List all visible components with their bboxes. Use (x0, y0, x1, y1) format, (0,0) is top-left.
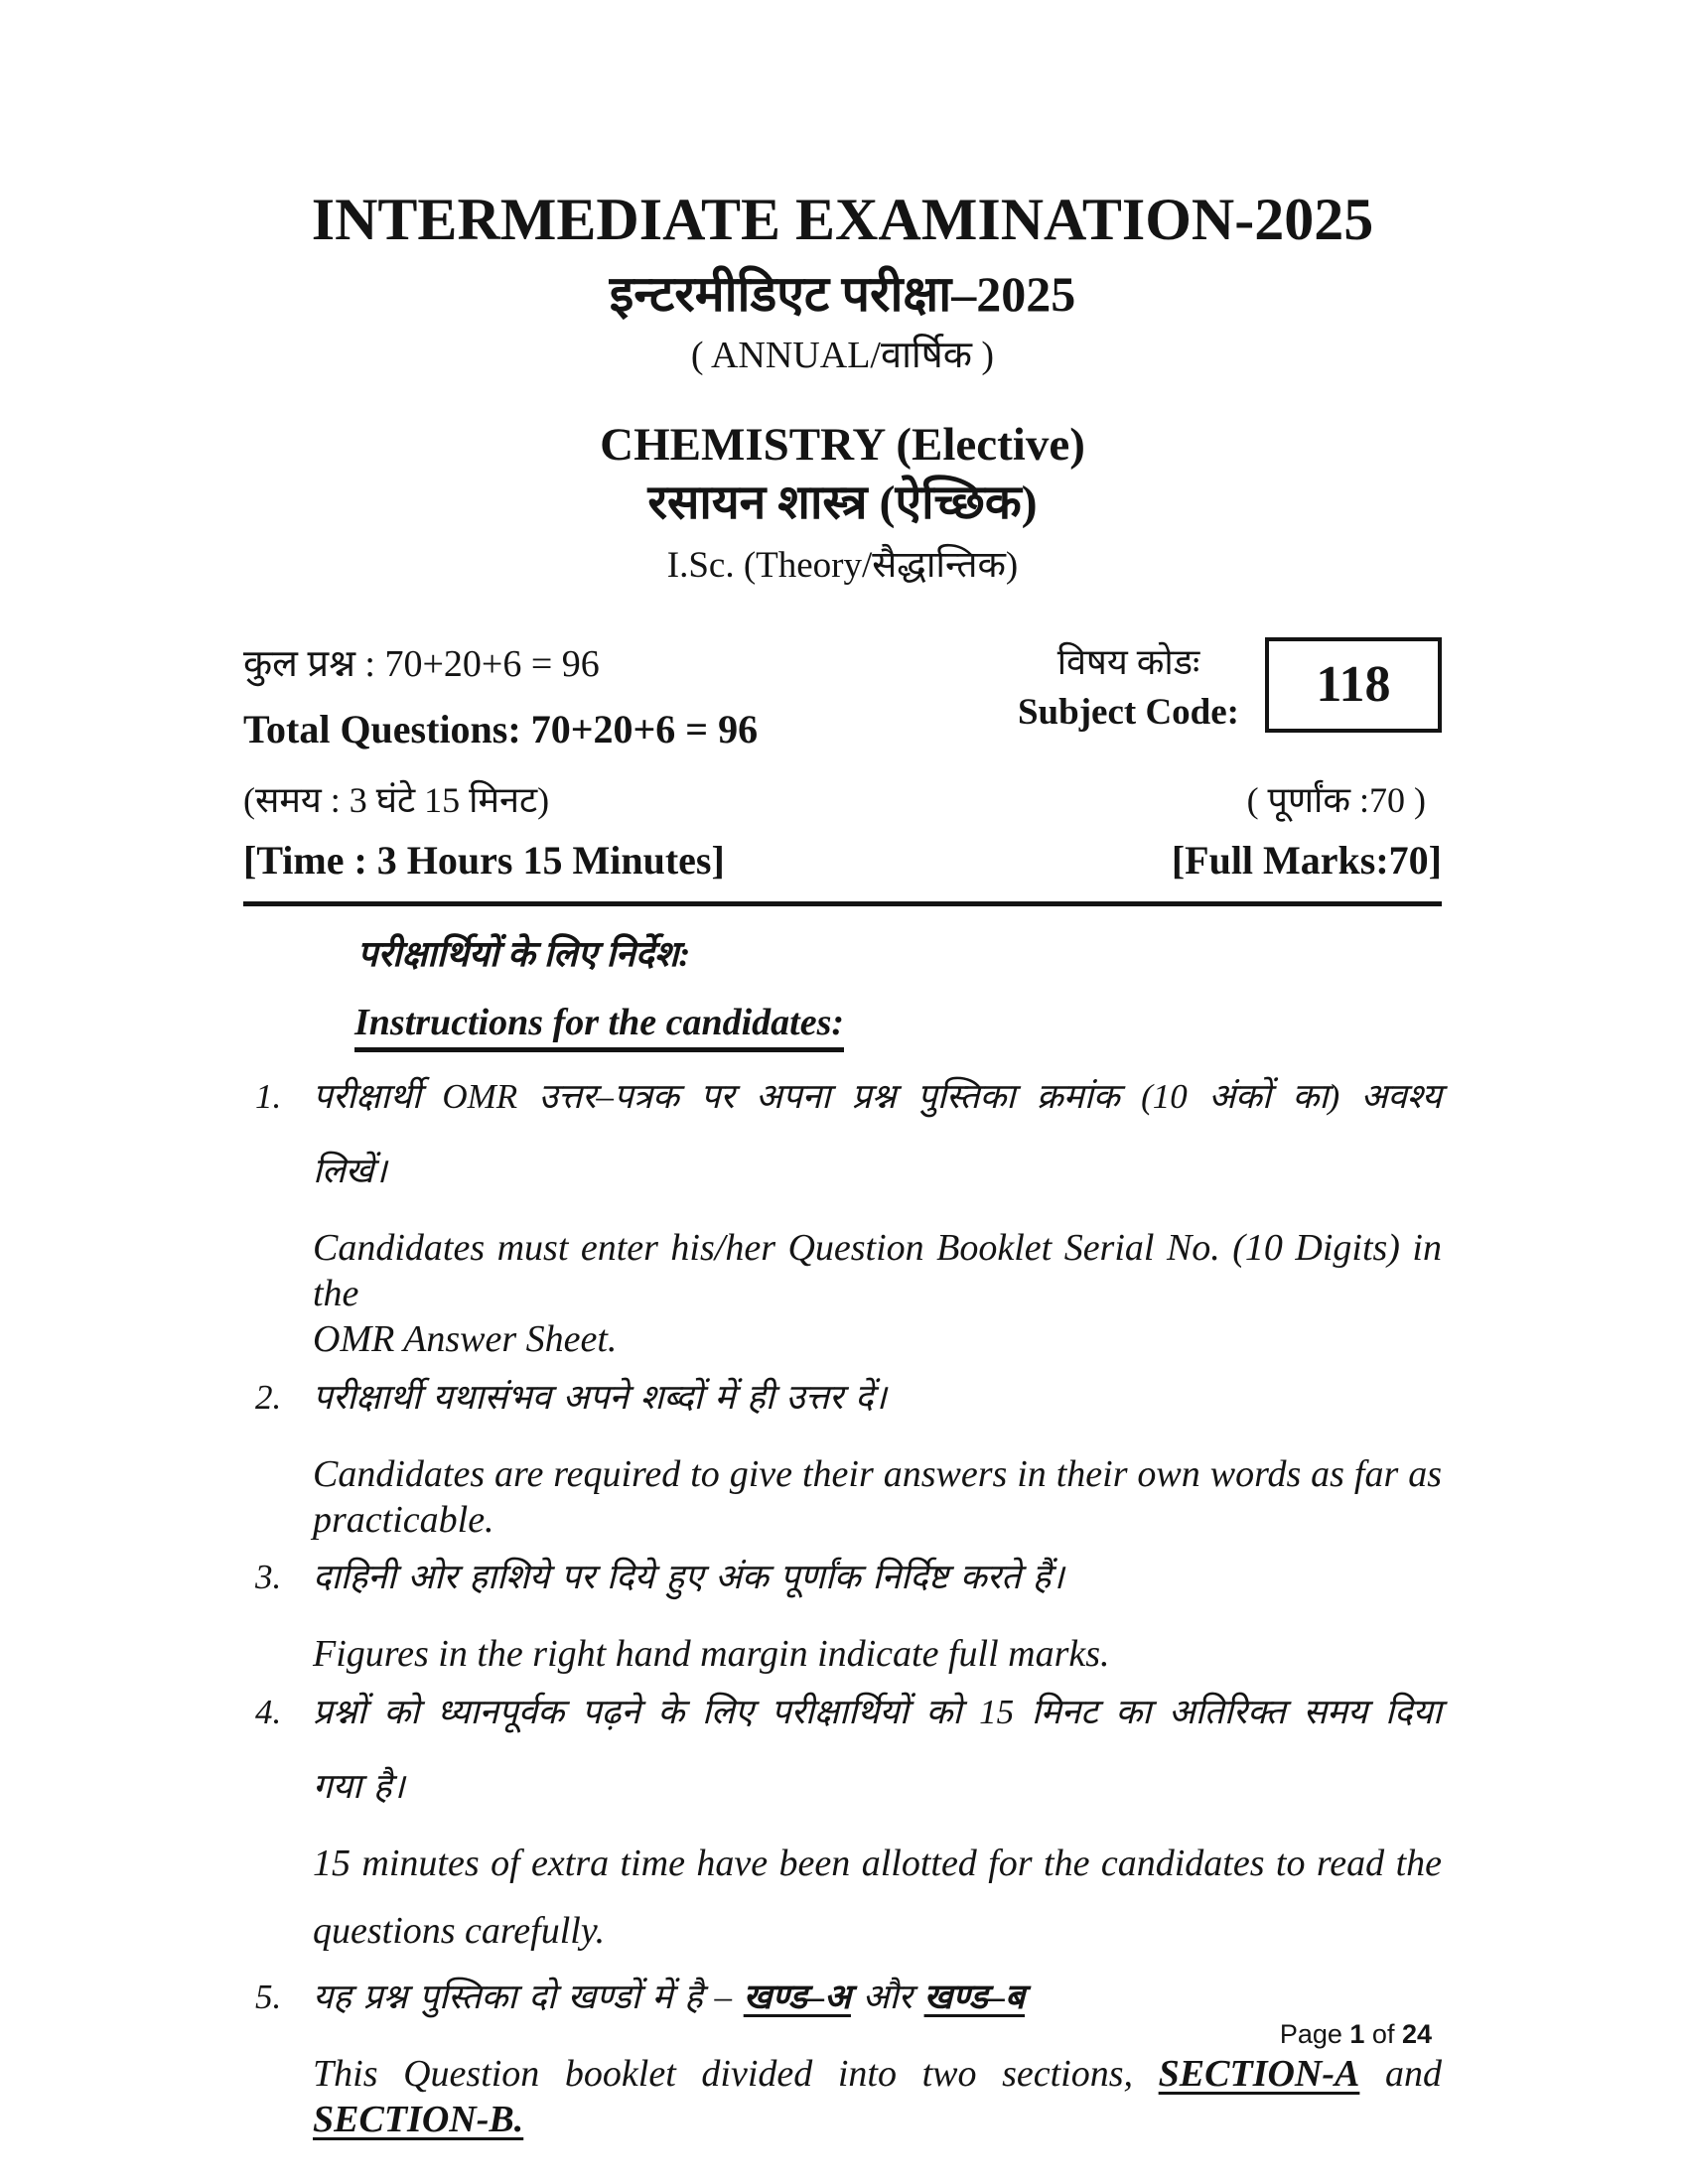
item-text-hindi (313, 1973, 1442, 2021)
instructions-list (243, 1072, 1442, 2143)
item-text-hindi: प्रश्नों को ध्यानपूर्वक पढ़ने के लिए परीक्षार्थियों को 15 मिनट का अतिरिक्त समय दिया (313, 1692, 1442, 1731)
subject-code-value-box: 118 (1265, 637, 1442, 733)
stream-line: I.Sc. (Theory/सैद्धान्तिक) (666, 544, 1019, 586)
instructions-heading-english-wrap (243, 1001, 1442, 1052)
of-word: of (1364, 2019, 1402, 2049)
item-text-english-cont: practicable. (313, 1499, 494, 1542)
meta-info (243, 636, 1442, 884)
hindi-prefix: यह प्रश्न पुस्तिका दो खण्डों में है – (313, 1977, 744, 2016)
item-text-hindi: दाहिनी ओर हाशिये पर दिये हुए अंक पूर्णांक निर्दिष्ट करते हैं। (313, 1558, 1064, 1597)
divider-rule (243, 901, 1442, 906)
item-number: 5. (255, 1977, 282, 2016)
list-item (243, 1688, 1442, 1955)
list-item (243, 1072, 1442, 1363)
hindi-conjunction: और (850, 1977, 924, 2016)
list-item (243, 1553, 1442, 1677)
subject-code-block (1018, 636, 1442, 734)
exam-title-hindi: इन्टरमीडिएट परीक्षा–2025 (609, 266, 1076, 322)
time-english: [Time : 3 Hours 15 Minutes] (243, 837, 725, 883)
page-content (243, 189, 1442, 2142)
list-item (243, 1373, 1442, 1544)
page-word: Page (1279, 2019, 1350, 2049)
item-text-english: 15 minutes of extra time have been allotted for the candidates to read the (313, 1842, 1442, 1884)
item-text-hindi: परीक्षार्थी यथासंभव अपने शब्दों में ही उत्तर दें। (313, 1377, 887, 1417)
english-prefix: This Question booklet divided into two sections, (313, 2052, 1159, 2095)
item-text-english-cont: OMR Answer Sheet. (313, 1318, 618, 1361)
item-number: 3. (255, 1558, 282, 1597)
section-a-english: SECTION-A (1158, 2052, 1360, 2095)
subject-title-hindi: रसायन शास्त्र (ऐच्छिक) (647, 477, 1038, 530)
page-footer (1280, 2019, 1432, 2050)
item-text-hindi-cont: गया है। (313, 1766, 405, 1806)
item-body (313, 1553, 1442, 1677)
english-conjunction: and (1359, 2052, 1442, 2095)
item-text-english (313, 2051, 1442, 2143)
subject-title-english: CHEMISTRY (Elective) (600, 418, 1085, 471)
item-number: 1. (255, 1076, 282, 1116)
full-marks-english: [Full Marks:70] (1171, 837, 1442, 883)
item-text-english: Figures in the right hand margin indicate full marks. (313, 1633, 1110, 1676)
total-questions-hindi: कुल प्रश्न : 70+20+6 = 96 (243, 642, 600, 685)
exam-title-english: INTERMEDIATE EXAMINATION-2025 (311, 187, 1374, 252)
item-number: 4. (255, 1692, 282, 1731)
subject-code-label-english: Subject Code: (1017, 691, 1239, 733)
total-pages: 24 (1401, 2019, 1432, 2049)
item-text-english-cont: questions carefully. (313, 1910, 606, 1953)
item-body (313, 1973, 1442, 2143)
full-marks-hindi: ( पूर्णांक :70 ) (1246, 779, 1426, 820)
section-b-hindi: खण्ड–ब (923, 1977, 1026, 2016)
item-text-hindi-cont: लिखें। (313, 1151, 387, 1190)
instructions-heading-english: Instructions for the candidates: (354, 1001, 844, 1052)
list-item (243, 1973, 1442, 2143)
page-number: 1 (1349, 2019, 1365, 2049)
subject-code-labels (1018, 636, 1239, 734)
item-body (313, 1688, 1442, 1955)
time-hindi: (समय : 3 घंटे 15 मिनट) (243, 779, 550, 820)
item-body (313, 1072, 1442, 1363)
item-text-english: Candidates are required to give their answers in their own words as far as (313, 1452, 1442, 1495)
item-text-english: Candidates must enter his/her Question Booklet Serial No. (10 Digits) in the (313, 1226, 1442, 1314)
item-body (313, 1373, 1442, 1544)
subject-code-label-hindi: विषय कोडः (1056, 641, 1200, 682)
instructions-heading-hindi: परीक्षार्थियों के लिए निर्देश: (357, 933, 691, 974)
total-questions-english: Total Questions: 70+20+6 = 96 (243, 706, 759, 751)
item-text-hindi: परीक्षार्थी OMR उत्तर–पत्रक पर अपना प्रश्न पुस्तिका क्रमांक (10 अंकों का) अवश्य (313, 1076, 1442, 1116)
header (243, 189, 1442, 587)
section-a-hindi: खण्ड–अ (743, 1977, 851, 2016)
annual-line: ( ANNUAL/वार्षिक ) (690, 335, 995, 376)
section-b-english: SECTION-B. (313, 2098, 524, 2140)
item-number: 2. (255, 1377, 282, 1417)
